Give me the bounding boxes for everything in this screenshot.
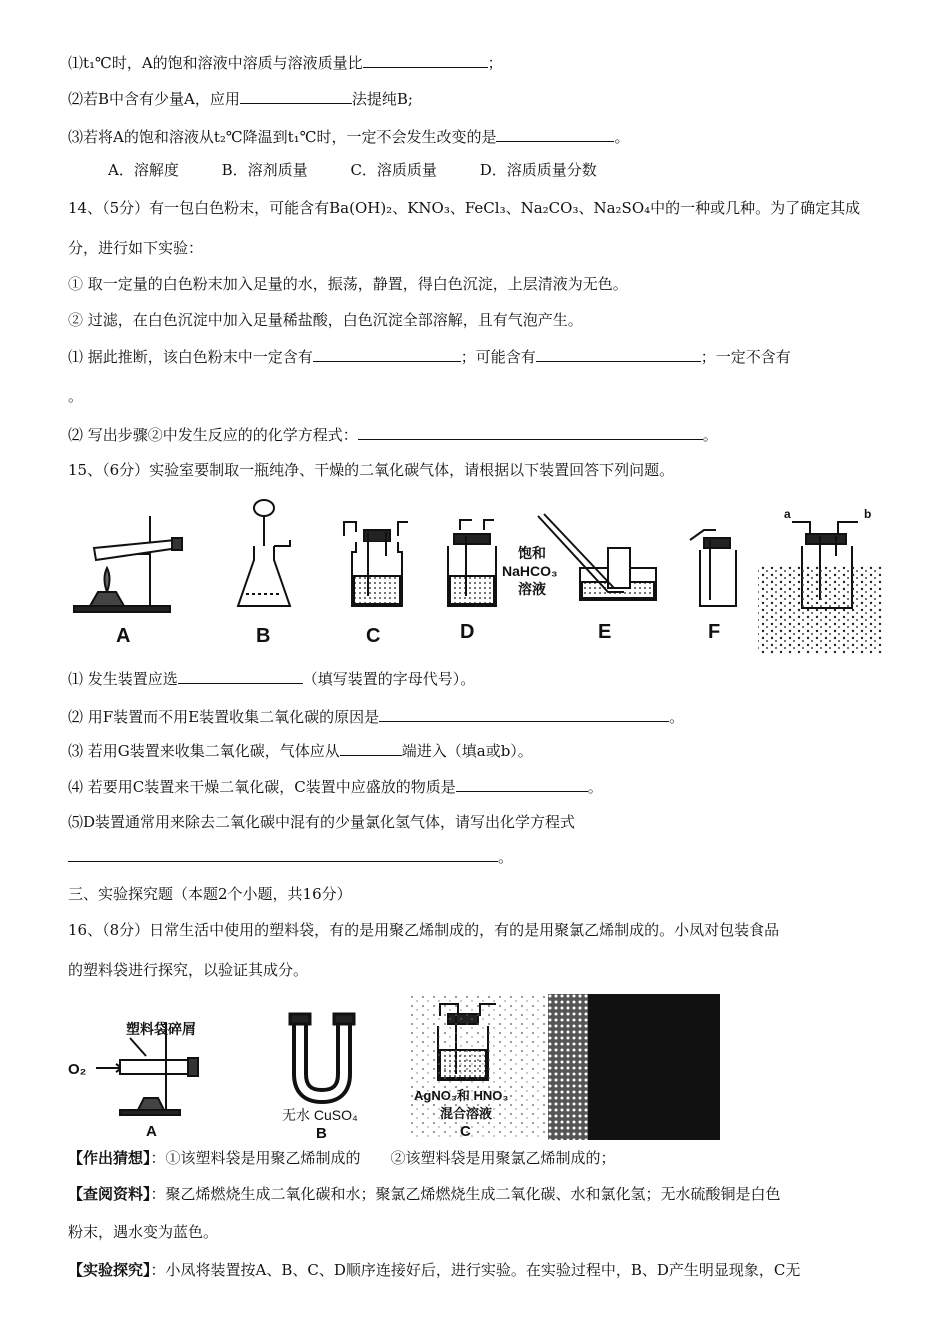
section-heading: 三、实验探究题（本题2个小题，共16分） bbox=[68, 885, 352, 903]
q16-reference-line1: 【查阅资料】：聚乙烯燃烧生成二氧化碳和水；聚氯乙烯燃烧生成二氧化碳、水和氯化氢；无水硫酸铜是白色 bbox=[68, 1185, 781, 1203]
figure-label: A bbox=[116, 625, 131, 647]
q13-part3: ⑶若将A的饱和溶液从t₂℃降温到t₁℃时，一定不会发生改变的是 。 bbox=[68, 128, 630, 146]
q15-intro: 15、（6分）实验室要制取一瓶纯净、干燥的二氧化碳气体，请根据以下装置回答下列问题。 bbox=[68, 461, 675, 479]
figure-label: A bbox=[146, 1123, 157, 1140]
q15-part5-answer: 。 bbox=[68, 846, 513, 867]
answer-blank[interactable] bbox=[379, 706, 669, 722]
cuso4-label: 无水 CuSO₄ bbox=[282, 1107, 358, 1123]
figure-label: E bbox=[598, 621, 612, 643]
q15-part1: ⑴ 发生装置应选 （填写装置的字母代号）。 bbox=[68, 670, 476, 688]
answer-blank[interactable] bbox=[313, 346, 461, 362]
q15-apparatus-figure bbox=[68, 496, 882, 654]
mix-label: 混合溶液 bbox=[440, 1106, 493, 1121]
q13-part2: ⑵若B中含有少量A，应用 法提纯B; bbox=[68, 90, 413, 108]
q16-hypothesis: 【作出猜想】：①该塑料袋是用聚乙烯制成的 ②该塑料袋是用聚氯乙烯制成的； bbox=[68, 1149, 616, 1167]
figure-label: D bbox=[460, 621, 475, 643]
agno3-label: AgNO₃和 HNO₃ bbox=[414, 1088, 509, 1103]
q16-experiment: 【实验探究】：小凤将装置按A、B、C、D顺序连接好后，进行实验。在实验过程中，B、D产生明显现象，C无 bbox=[68, 1261, 801, 1279]
answer-blank[interactable] bbox=[363, 52, 488, 68]
g-port-b: b bbox=[864, 507, 872, 521]
q16-reference-line2: 粉末，遇水变为蓝色。 bbox=[68, 1223, 219, 1241]
q13-part1: ⑴t₁℃时，A的饱和溶液中溶质与溶液质量比 ； bbox=[68, 54, 503, 72]
q16-intro-line1: 16、（8分）日常生活中使用的塑料袋，有的是用聚乙烯制成的，有的是用聚氯乙烯制成的。小凤对包装食品 bbox=[68, 921, 780, 939]
q14-intro-line1: 14、（5分）有一包白色粉末，可能含有Ba(OH)₂、KNO₃、FeCl₃、Na₂CO₃、Na₂SO₄中的一种或几种。为了确定其成 bbox=[68, 199, 861, 217]
figure-label: B bbox=[256, 625, 271, 647]
d-label-2: NaHCO₃ bbox=[502, 563, 558, 579]
option-a[interactable]: A．溶解度 bbox=[108, 161, 179, 179]
option-c[interactable]: C．溶质质量 bbox=[350, 161, 437, 179]
figure-label: C bbox=[366, 625, 381, 647]
oxygen-label: O₂ bbox=[68, 1061, 87, 1078]
answer-blank[interactable] bbox=[358, 424, 703, 440]
q16-drawing bbox=[68, 994, 720, 1140]
q14-step2: ② 过滤，在白色沉淀中加入足量稀盐酸，白色沉淀全部溶解，且有气泡产生。 bbox=[68, 311, 583, 329]
q13-options bbox=[108, 160, 635, 180]
q14-step1: ① 取一定量的白色粉末加入足量的水，振荡，静置，得白色沉淀，上层清液为无色。 bbox=[68, 275, 628, 293]
d-label-1: 饱和 bbox=[518, 545, 546, 561]
answer-blank[interactable] bbox=[68, 846, 498, 862]
q16-apparatus-figure bbox=[68, 994, 720, 1140]
q15-part2: ⑵ 用F装置而不用E装置收集二氧化碳的原因是 。 bbox=[68, 708, 685, 726]
q15-part4: ⑷ 若要用C装置来干燥二氧化碳，C装置中应盛放的物质是 。 bbox=[68, 778, 603, 796]
apparatus-drawing bbox=[68, 496, 882, 654]
option-b[interactable]: B．溶剂质量 bbox=[221, 161, 308, 179]
option-d[interactable]: D．溶质质量分数 bbox=[479, 161, 597, 179]
q14-intro-line2: 分，进行如下实验： bbox=[68, 239, 204, 257]
q16-intro-line2: 的塑料袋进行探究，以验证其成分。 bbox=[68, 961, 309, 979]
answer-blank[interactable] bbox=[456, 776, 588, 792]
q14-part2: ⑵ 写出步骤②中发生反应的的化学方程式： 。 bbox=[68, 426, 718, 444]
figure-label: B bbox=[316, 1125, 327, 1140]
q15-part5: ⑸D装置通常用来除去二氧化碳中混有的少量氯化氢气体，请写出化学方程式 bbox=[68, 813, 576, 831]
answer-blank[interactable] bbox=[496, 126, 614, 142]
d-label-3: 溶液 bbox=[518, 581, 546, 597]
q14-part1: ⑴ 据此推断，该白色粉末中一定含有 ；可能含有 ；一定不含有 bbox=[68, 348, 791, 366]
answer-blank[interactable] bbox=[178, 668, 303, 684]
figure-label: C bbox=[460, 1123, 471, 1140]
q15-part3: ⑶ 若用G装置来收集二氧化碳，气体应从 端进入（填a或b）。 bbox=[68, 742, 533, 760]
answer-blank[interactable] bbox=[340, 740, 402, 756]
g-port-a: a bbox=[784, 507, 791, 521]
q14-part1-end: 。 bbox=[68, 387, 84, 405]
scrap-label: 塑料袋碎屑 bbox=[126, 1021, 196, 1037]
figure-label: F bbox=[708, 621, 721, 643]
answer-blank[interactable] bbox=[536, 346, 701, 362]
answer-blank[interactable] bbox=[240, 88, 352, 104]
